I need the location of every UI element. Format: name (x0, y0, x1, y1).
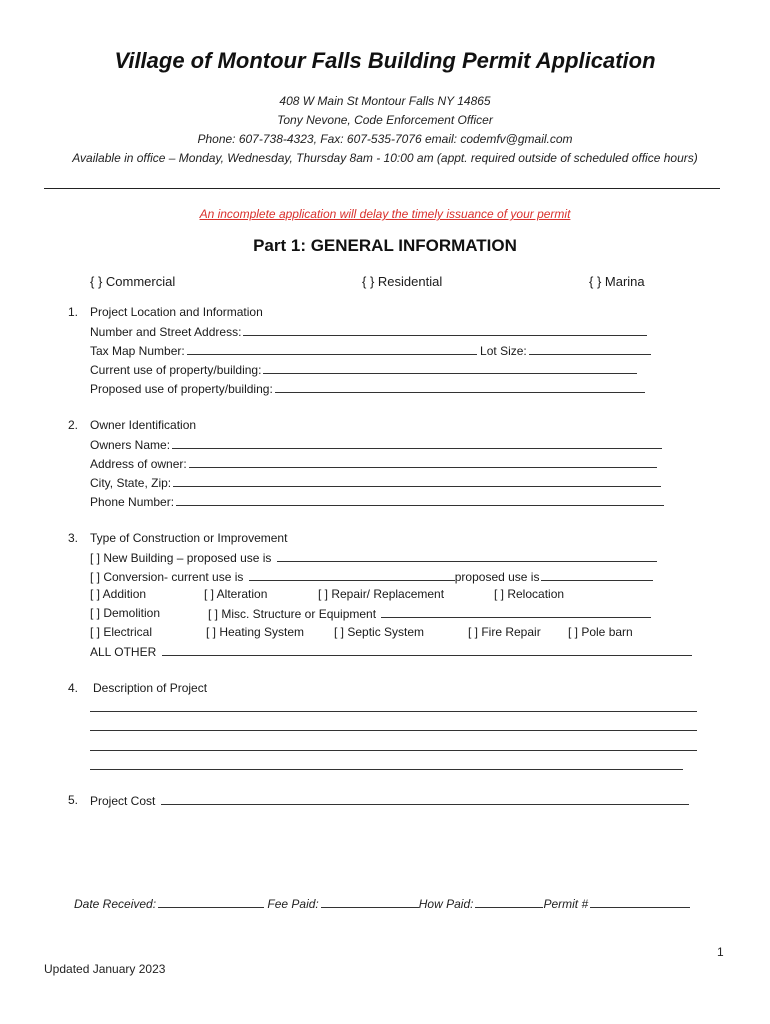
marina-option[interactable]: { } Marina (589, 274, 645, 289)
office-use-row (74, 896, 690, 911)
current-use-field[interactable] (90, 362, 637, 377)
fire-repair-checkbox[interactable]: [ ] Fire Repair (468, 625, 541, 639)
description-line[interactable] (90, 711, 697, 712)
code-officer: Tony Nevone, Code Enforcement Officer (277, 113, 493, 127)
conversion-proposed-label: proposed use is (454, 570, 540, 584)
date-received-label: Date Received: (74, 897, 157, 911)
fee-paid-label: Fee Paid: (267, 897, 319, 911)
owner-address-label: Address of owner: (90, 457, 187, 471)
proposed-use-label: Proposed use of property/building: (90, 382, 273, 396)
page-number: 1 (717, 945, 724, 959)
alteration-checkbox[interactable]: [ ] Alteration (204, 587, 268, 601)
owner-address-field[interactable] (90, 456, 657, 471)
section3-title: Type of Construction or Improvement (90, 531, 288, 545)
lot-size-label: Lot Size: (480, 344, 527, 358)
new-building-field[interactable] (90, 550, 657, 565)
heating-checkbox[interactable]: [ ] Heating System (206, 625, 305, 639)
street-address-field[interactable] (90, 324, 647, 339)
permit-number-label: Permit # (543, 897, 589, 911)
section-number: 5. (68, 793, 79, 807)
section1-title: Project Location and Information (90, 305, 263, 319)
new-building-checkbox[interactable]: [ ] New Building – proposed use is (90, 551, 272, 565)
misc-structure-checkbox[interactable]: [ ] Misc. Structure or Equipment (208, 607, 377, 621)
conversion-checkbox[interactable]: [ ] Conversion- current use is (90, 570, 244, 584)
phone-label: Phone Number: (90, 495, 175, 509)
all-other-label: ALL OTHER (90, 645, 157, 659)
addition-checkbox[interactable]: [ ] Addition (90, 587, 147, 601)
description-line[interactable] (90, 730, 697, 731)
owner-name-label: Owners Name: (90, 438, 171, 452)
tax-map-field[interactable] (90, 343, 651, 358)
street-address-label: Number and Street Address: (90, 325, 242, 339)
section2-title: Owner Identification (90, 418, 197, 432)
section-number: 1. (68, 305, 79, 319)
document-title: Village of Montour Falls Building Permit Application (114, 48, 656, 73)
section-number: 3. (68, 531, 79, 545)
contact-info: Phone: 607-738-4323, Fax: 607-535-7076 email: codemfv@gmail.com (197, 132, 573, 146)
description-line[interactable] (90, 750, 697, 751)
city-state-zip-field[interactable] (90, 475, 661, 490)
misc-structure-field[interactable] (208, 606, 651, 621)
pole-barn-checkbox[interactable]: [ ] Pole barn (568, 625, 633, 639)
project-cost-field[interactable] (90, 793, 689, 808)
section-number: 4. (68, 681, 79, 695)
all-other-field[interactable] (90, 644, 692, 659)
project-cost-label: Project Cost (90, 794, 156, 808)
office-hours: Available in office – Monday, Wednesday, Thursday 8am - 10:00 am (appt. required outside of scheduled office hours) (72, 151, 698, 165)
updated-date: Updated January 2023 (44, 962, 166, 976)
relocation-checkbox[interactable]: [ ] Relocation (494, 587, 565, 601)
septic-checkbox[interactable]: [ ] Septic System (334, 625, 425, 639)
how-paid-label: How Paid: (418, 897, 474, 911)
part-title: Part 1: GENERAL INFORMATION (253, 236, 517, 255)
description-line[interactable] (90, 769, 683, 770)
section4-title: Description of Project (93, 681, 208, 695)
owner-name-field[interactable] (90, 437, 662, 452)
city-state-zip-label: City, State, Zip: (90, 476, 172, 490)
tax-map-label: Tax Map Number: (90, 344, 185, 358)
office-address: 408 W Main St Montour Falls NY 14865 (279, 94, 491, 108)
residential-option[interactable]: { } Residential (362, 274, 443, 289)
phone-field[interactable] (90, 494, 664, 509)
demolition-checkbox[interactable]: [ ] Demolition (90, 606, 161, 620)
commercial-option[interactable]: { } Commercial (90, 274, 176, 289)
proposed-use-field[interactable] (90, 381, 645, 396)
conversion-field[interactable] (90, 569, 653, 584)
repair-checkbox[interactable]: [ ] Repair/ Replacement (318, 587, 445, 601)
incomplete-warning: An incomplete application will delay the timely issuance of your permit (199, 207, 571, 221)
electrical-checkbox[interactable]: [ ] Electrical (90, 625, 153, 639)
section-number: 2. (68, 418, 79, 432)
current-use-label: Current use of property/building: (90, 363, 262, 377)
divider-rule (44, 188, 720, 189)
